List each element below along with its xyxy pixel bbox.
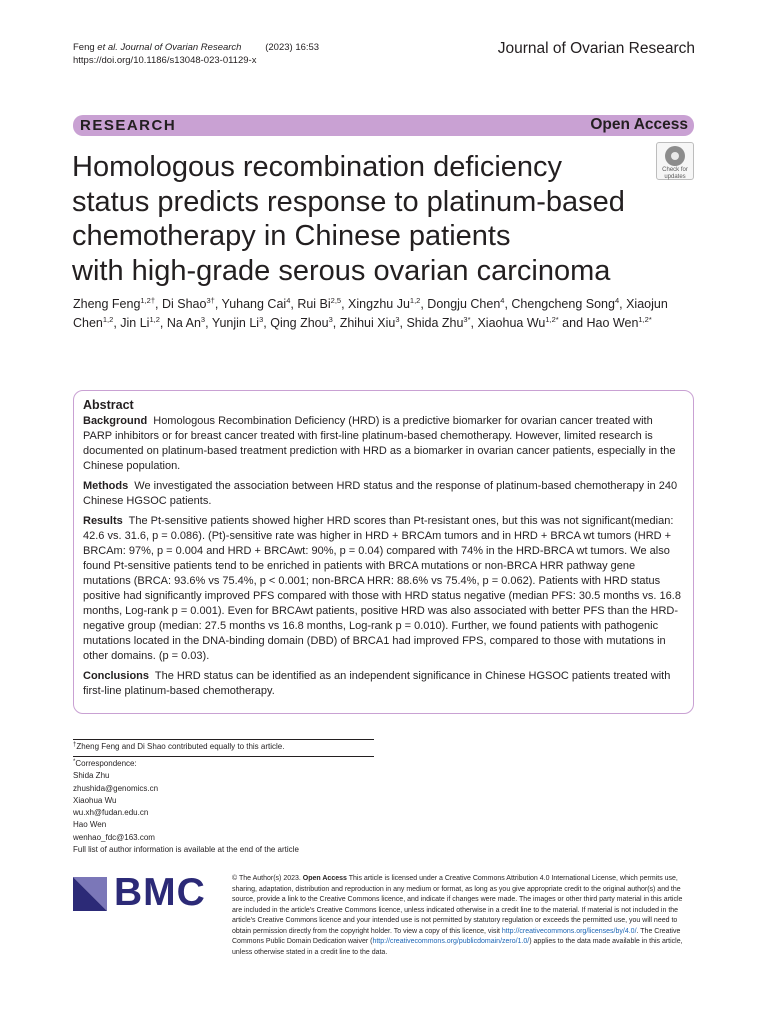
author-name: Hao Wen — [586, 315, 639, 330]
correspondence-line: Shida Zhu — [73, 771, 110, 781]
footnote-divider — [73, 739, 374, 740]
title-line: Homologous recombination deficiency — [72, 151, 563, 183]
author-name: Di Shao — [161, 297, 207, 311]
author-separator: , — [214, 297, 222, 311]
author-separator: , — [341, 297, 349, 311]
correspondence-block — [73, 758, 299, 856]
correspondence-line: Hao Wen — [73, 820, 107, 830]
results-text: The Pt-sensitive patients showed higher HRD scores than Pt-resistant ones, but this was not significant(median: 42.6 vs. 31.6, p = 0.086). (Pt)-sensitive rate was higher in HRD + BRCAm tumors and in HRD + BRCA wt tumors (HRD + BRCAm: 97%, p = 0.004 and HRD + BRCAwt: 90%, p = 0.04) compared with 74% in the HRD-BRCA wt tumors. We also found Pt-sensitive patients tend to be enriched in patients with BRCA mutations or non-BRCA HRR pathway gene mutations (BRCA: 93.6% vs 75.4%, p < 0.001; non-BRCA HRR: 88.6% vs 75.4%, p = 0.062). Patients with HRD status positive had significantly improved PFS compared with those with HRD status negative (median PFS: 30.5 months vs. 16.8 months, Log-rank p = 0.001). Even for BRCAwt patients, positive HRD was also associated with better PFS than the HRD-negative group (median: 27.5 months vs 16.8 months, Log-rank p = 0.010). Further, we found patients with pathogenic mutations located in the DNA-binding domain (DBD) of BRCA1 had improved FPS, compared to those with mutations in other domains. (p = 0.03). — [83, 515, 681, 662]
correspondence-line: wenhao_fdc@163.com — [73, 832, 155, 842]
dagger-mark: † — [73, 742, 77, 748]
affiliation-marker: 3 — [328, 314, 333, 324]
affiliation-marker: 1,2 — [409, 296, 421, 305]
author-name: Qing Zhou — [270, 315, 329, 330]
affiliation-marker: 2,5 — [330, 296, 342, 305]
crossmark-text — [657, 167, 693, 180]
license-text — [232, 874, 694, 958]
results-label: Results — [83, 515, 123, 527]
affiliation-marker: 1,2* — [545, 314, 559, 324]
background-label: Background — [83, 415, 148, 427]
conclusions-text: The HRD status can be identified as an independent significance in Chinese HGSOC patients treated with first-line platinum-based chemotherapy. — [83, 670, 671, 697]
correspondence-label: Correspondence: — [75, 759, 137, 768]
author-separator: , — [205, 315, 212, 330]
correspondence-line: Xiaohua Wu — [73, 795, 117, 805]
author-separator: , — [470, 315, 478, 330]
doi-link[interactable]: https://doi.org/10.1186/s13048-023-01129-x — [73, 55, 257, 66]
author-name: Shida Zhu — [406, 315, 464, 330]
citation — [73, 41, 319, 54]
author-name: Jin Li — [120, 315, 150, 330]
author-name: Zheng Feng — [73, 297, 141, 311]
crossmark-line1: Check for — [662, 167, 688, 173]
citation-journal: et al. Journal of Ovarian Research — [97, 42, 242, 53]
author-separator: , — [399, 315, 407, 330]
author-list — [73, 295, 693, 332]
correspondence-label-line — [73, 758, 299, 770]
citation-year: (2023) 16:53 — [265, 42, 320, 53]
copyright-text: © The Author(s) 2023. — [232, 875, 303, 882]
abstract-heading: Abstract — [83, 398, 134, 412]
title-line: status predicts response to platinum-based — [72, 185, 625, 218]
running-header — [73, 41, 319, 67]
citation-authors: Feng — [73, 42, 98, 53]
author-name: Dongju Chen — [427, 297, 501, 311]
equal-contribution-text: Zheng Feng and Di Shao contributed equally to this article. — [76, 742, 285, 751]
affiliation-marker: 1,2 — [102, 314, 114, 324]
affiliation-marker: 3* — [463, 314, 471, 324]
title-line: with high-grade serous ovarian carcinoma — [72, 254, 611, 287]
license-body-2: . The Creative Commons Public Domain Dedication waiver ( — [232, 927, 681, 945]
crossmark-line2: updates — [664, 173, 686, 180]
author-separator: , — [619, 297, 627, 311]
author-separator: , — [159, 315, 167, 330]
author-name: Zhihui Xiu — [339, 315, 396, 330]
footnote-divider — [73, 756, 374, 757]
author-separator: , — [113, 315, 121, 330]
author-separator: , — [332, 315, 340, 330]
section-bar — [73, 115, 694, 136]
methods-text: We investigated the association between HRD status and the response of platinum-based chemotherapy in 240 Chinese HGSOC patients. — [83, 480, 678, 507]
author-name: Yuhang Cai — [221, 297, 287, 311]
check-for-updates-badge[interactable] — [656, 142, 694, 180]
methods-label: Methods — [83, 480, 129, 492]
author-separator: , — [155, 297, 162, 311]
correspondence-line: zhushida@genomics.cn — [73, 783, 159, 793]
author-name: Chengcheng Song — [511, 297, 615, 311]
affiliation-marker: 1,2 — [149, 314, 160, 324]
affiliation-marker: 3† — [206, 296, 215, 305]
affiliation-marker: 3 — [395, 314, 400, 324]
author-separator: , — [504, 297, 512, 311]
author-separator: , — [420, 297, 428, 311]
affiliation-marker: 4 — [500, 296, 505, 305]
equal-contribution-note — [73, 741, 284, 752]
affiliation-marker: 1,2† — [140, 296, 156, 305]
conclusions-label: Conclusions — [83, 670, 150, 682]
affiliation-marker: 3 — [259, 314, 264, 324]
abstract-conclusions — [83, 669, 684, 699]
affiliation-marker: 4 — [286, 296, 291, 305]
article-title — [72, 150, 652, 288]
open-access-label: Open Access — [590, 116, 688, 133]
journal-name: Journal of Ovarian Research — [497, 40, 695, 57]
public-domain-link[interactable]: http://creativecommons.org/publicdomain/zero/1.0/ — [372, 938, 530, 945]
abstract-background — [83, 414, 684, 474]
background-text: Homologous Recombination Deficiency (HRD) is a predictive biomarker for ovarian cancer treated with PARP inhibitors or for breast cancer treated with first-line platinum-based chemotherapy. However, limited research is documented on platinum-based treatment prediction with HRD as a biomarker in ovarian cancer patients, especially in the Chinese population. — [83, 415, 676, 472]
abstract-results — [83, 514, 684, 664]
author-name: Rui Bi — [297, 297, 331, 311]
author-separator: and — [558, 315, 587, 330]
author-separator: , — [263, 315, 271, 330]
crossmark-icon — [665, 146, 685, 166]
asterisk-mark: * — [73, 759, 76, 765]
abstract-box — [73, 390, 694, 714]
section-label: RESEARCH — [80, 117, 177, 134]
correspondence-line: Full list of author information is available at the end of the article — [73, 845, 299, 855]
affiliation-marker: 4 — [614, 296, 620, 305]
license-body: This article is licensed under a Creative Commons Attribution 4.0 International License, which permits use, sharing, adaptation, distribution and reproduction in any medium or format, as long as you give appropriate credit to the original author(s) and the source, provide a link to the Creative Commons licence, and indicate if changes were made. The images or other third party material in this article are included in the article's Creative Commons licence, unless indicated otherwise in a credit line to the material. If material is not included in the article's Creative Commons licence and your intended use is not permitted by statutory regulation or exceeds the permitted use, you will need to obtain permission directly from the copyright holder. To view a copy of this licence, visit — [232, 875, 683, 935]
title-line: chemotherapy in Chinese patients — [72, 220, 511, 252]
abstract-methods — [83, 479, 684, 509]
affiliation-marker: 1,2* — [638, 314, 652, 324]
author-name: Yunjin Li — [211, 315, 260, 330]
author-name: Na An — [166, 315, 201, 330]
license-oa-label: Open Access — [302, 875, 347, 882]
bmc-logo-text: BMC — [114, 871, 206, 914]
correspondence-line: wu.xh@fudan.edu.cn — [73, 808, 149, 818]
license-body-3: ) applies to the data made available in this article, unless otherwise stated in a credit line to the data. — [232, 938, 683, 956]
author-separator: , — [290, 297, 298, 311]
author-name: Xingzhu Ju — [348, 297, 410, 311]
author-name: Xiaojun Chen — [73, 297, 668, 330]
author-name: Xiaohua Wu — [477, 315, 546, 330]
affiliation-marker: 3 — [200, 314, 206, 324]
license-link[interactable]: http://creativecommons.org/licenses/by/4.0/ — [501, 927, 637, 935]
